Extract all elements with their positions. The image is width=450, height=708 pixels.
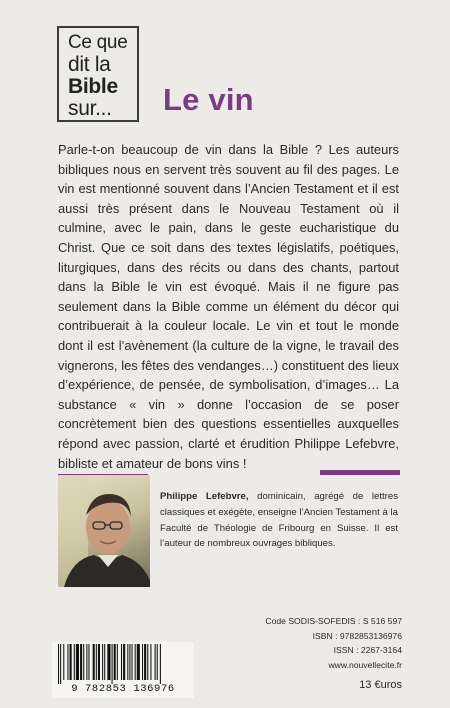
series-line-2: dit la: [68, 53, 111, 76]
price: 13 €uros: [359, 679, 402, 691]
isbn-code: ISBN : 9782853136976: [312, 630, 402, 641]
barcode-bars-icon: [56, 644, 190, 684]
book-title: Le vin: [163, 82, 254, 117]
sodis-code: Code SODIS-SOFEDIS : S 516 597: [265, 616, 402, 626]
author-bio-text: dominicain, agrégé de lettres classiques et exégète, enseigne l’Ancien Testament à la Faculté de Théologie de Fribourg en Suisse. Il est l’auteur de nombreux ouvrages bibliques.: [160, 491, 399, 550]
publication-codes: [210, 614, 402, 672]
author-portrait-image: [58, 475, 150, 587]
author-photo: [58, 475, 150, 587]
publisher-website: www.nouvellecite.fr: [328, 659, 402, 670]
barcode-digits: 9 782853 136976: [71, 683, 175, 695]
series-line-4: sur...: [68, 97, 112, 120]
author-bio: [160, 489, 398, 552]
divider-accent-tab: [320, 470, 400, 475]
barcode: [52, 642, 194, 698]
blurb-paragraph: Parle-t-on beaucoup de vin dans la Bible ? Les auteurs bibliques nous en servent très souvent au fil des pages. Le vin est mentionné souvent dans l’Ancien Testament et il est aussi très présent dans le Nouveau Testament où il culmine, avec le pain, dans le geste eucharistique du Christ. Que ce soit dans des textes législatifs, poétiques, liturgiques, dans des récits ou dans des chants, partout dans la Bible le vin est évoqué. Mais il ne figure pas seulement dans la Bible comme un élément du décor qui contribuerait à la couleur locale. Le vin et tout le monde dont il est l’avènement (la culture de la vigne, le travail des vignerons, les fêtes des vendanges…) constituent des lieux d’expérience, de pensée, de symbolisation, d’images… La substance « vin » donne l’occasion de se poser concrètement bien des questions essentielles auxquelles répond avec passion, clarté et érudition Philippe Lefebvre, bibliste et amateur de bons vins !: [58, 142, 399, 471]
series-line-3: Bible: [68, 75, 118, 98]
issn-code: ISSN : 2267-3164: [333, 645, 402, 656]
book-blurb: [58, 140, 399, 473]
series-line-1: Ce que: [68, 32, 128, 53]
author-name: Philippe Lefebvre,: [160, 491, 249, 502]
series-logo: [57, 26, 139, 122]
